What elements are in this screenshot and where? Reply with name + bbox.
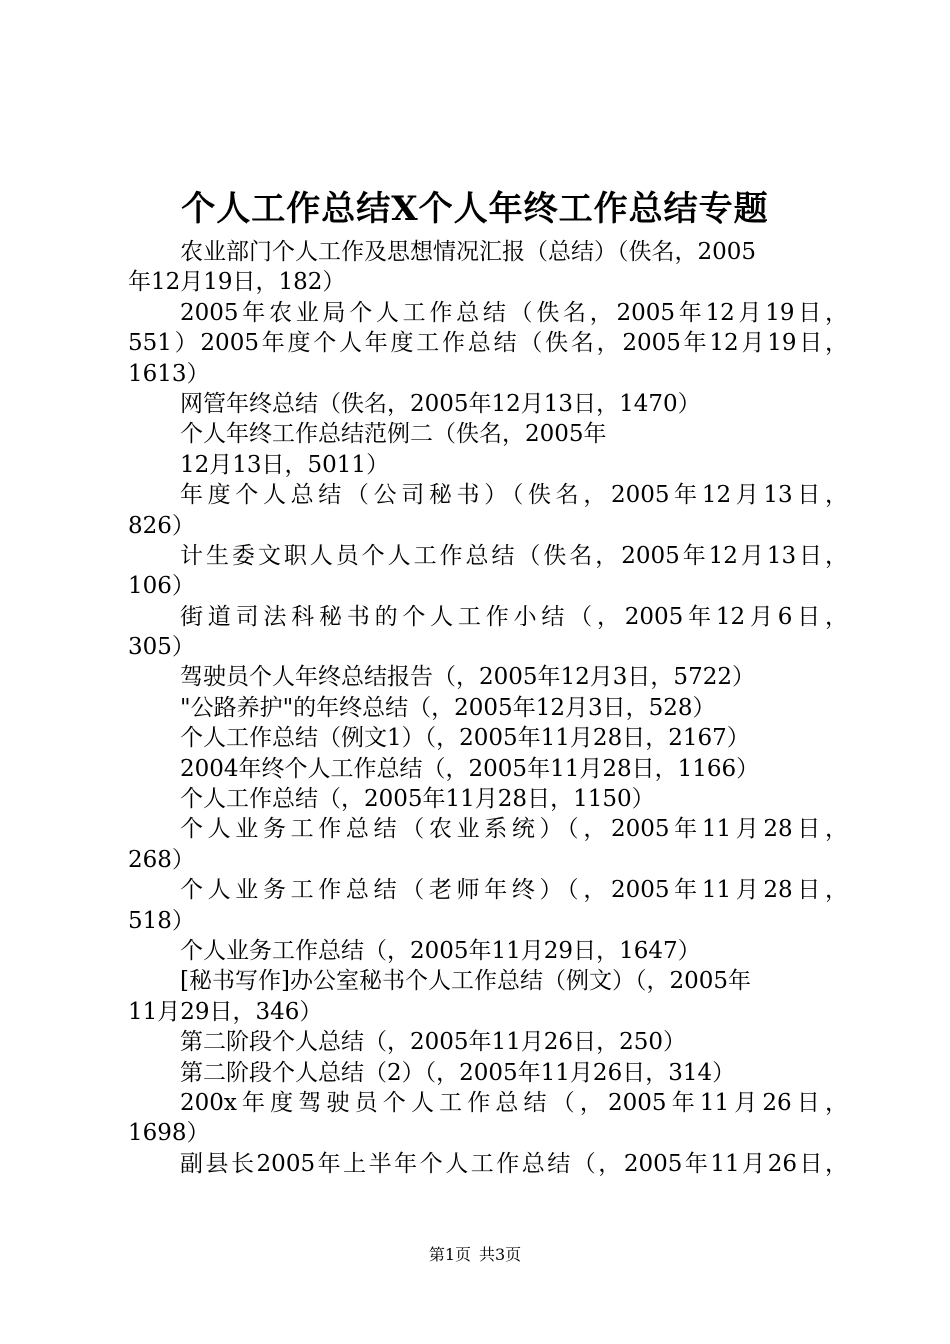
- page-footer: [0, 1244, 950, 1266]
- text-line: 个人业务工作总结（，2005年11月29日，1647）: [180, 937, 701, 964]
- text-line: 年12月19日，182）: [128, 269, 346, 296]
- text-line: 518）: [128, 907, 195, 934]
- page-number: 第1页: [428, 1245, 471, 1264]
- document-body: [128, 237, 848, 1179]
- text-line: 网管年终总结（佚名，2005年12月13日，1470）: [180, 390, 701, 417]
- text-line: 200x年度驾驶员个人工作总结（，2005年11月26日，: [180, 1089, 848, 1116]
- text-line: 2005年农业局个人工作总结（佚名，2005年12月19日，: [180, 299, 848, 326]
- text-line: 第二阶段个人总结（，2005年11月26日，250）: [180, 1029, 686, 1056]
- text-line: 1698）: [128, 1120, 210, 1147]
- text-line: 个人业务工作总结（老师年终）（，2005年11月28日，: [180, 877, 848, 904]
- text-line: 副县长2005年上半年个人工作总结（，2005年11月26日，: [180, 1150, 848, 1177]
- text-line: 驾驶员个人年终总结报告（，2005年12月3日，5722）: [180, 664, 755, 691]
- text-line: [秘书写作]办公室秘书个人工作总结（例文）（，2005年: [180, 968, 751, 995]
- text-line: 106）: [128, 573, 195, 600]
- text-line: 826）: [128, 512, 195, 539]
- text-line: 个人工作总结（，2005年11月28日，1150）: [180, 786, 655, 813]
- text-line: 12月13日，5011）: [180, 451, 390, 478]
- text-line: "公路养护"的年终总结（，2005年12月3日，528）: [180, 694, 716, 721]
- text-line: 1613）: [128, 360, 210, 387]
- text-line: 2004年终个人工作总结（，2005年11月28日，1166）: [180, 755, 760, 782]
- text-line: 551）2005年度个人年度工作总结（佚名，2005年12月19日，: [128, 330, 848, 357]
- text-line: 第二阶段个人总结（2）（，2005年11月26日，314）: [180, 1059, 736, 1086]
- text-line: 11月29日，346）: [128, 998, 323, 1025]
- text-line: 305）: [128, 634, 195, 661]
- text-line: 街道司法科秘书的个人工作小结（，2005年12月6日，: [180, 603, 848, 630]
- text-line: 个人工作总结（例文1）（，2005年11月28日，2167）: [180, 725, 750, 752]
- text-line: 农业部门个人工作及思想情况汇报（总结）（佚名，2005: [180, 239, 757, 265]
- text-line: 计生委文职人员个人工作总结（佚名，2005年12月13日，: [180, 542, 848, 569]
- text-line: 年度个人总结（公司秘书）（佚名，2005年12月13日，: [180, 482, 848, 509]
- text-line: 268）: [128, 846, 195, 873]
- document-title: 个人工作总结X个人年终工作总结专题: [181, 189, 769, 229]
- text-line: 个人年终工作总结范例二（佚名，2005年: [180, 421, 607, 448]
- text-line: 个人业务工作总结（农业系统）（，2005年11月28日，: [180, 816, 848, 843]
- page-total: 共3页: [479, 1245, 522, 1264]
